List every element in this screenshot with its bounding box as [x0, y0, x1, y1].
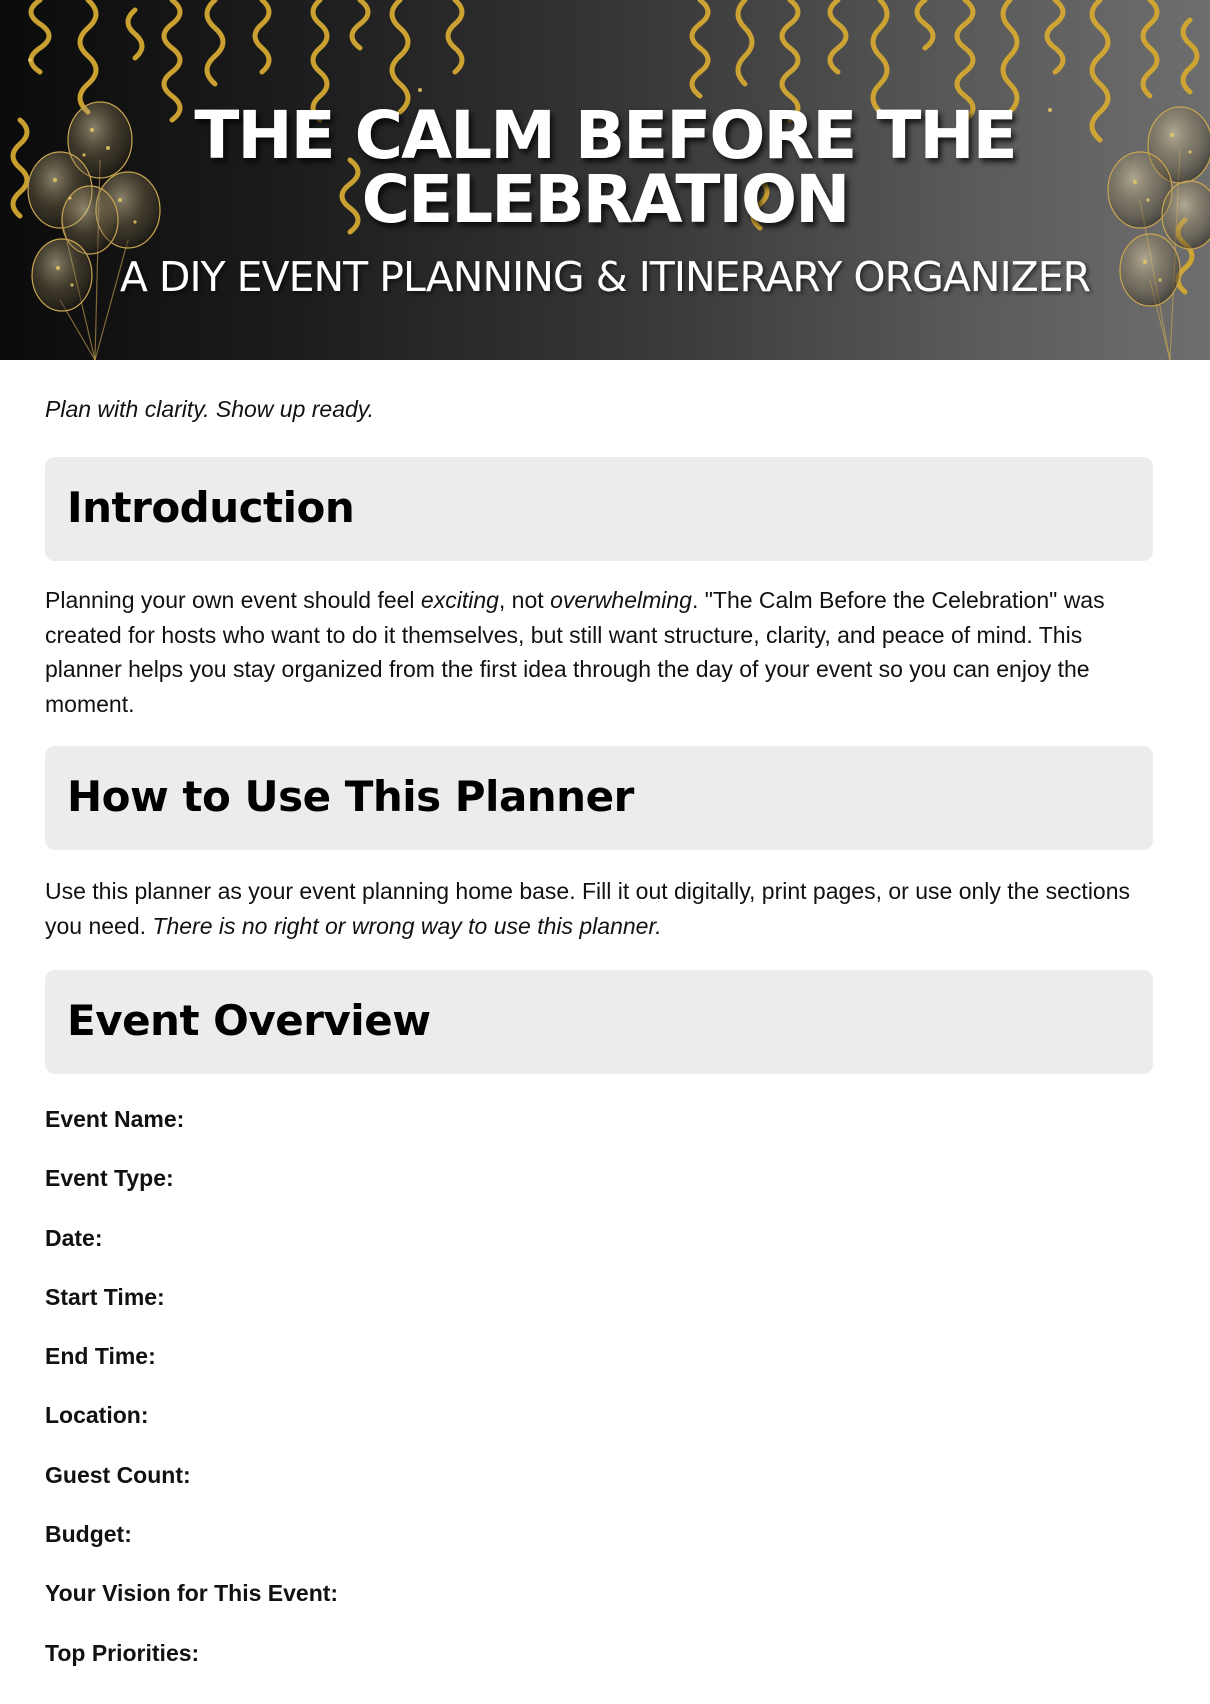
event-overview-header: [45, 970, 1153, 1074]
introduction-text: [45, 583, 1155, 721]
how-to-use-emphasis: There is no right or wrong way to use this planner.: [152, 912, 662, 939]
banner-title-line-2: CELEBRATION: [361, 161, 849, 238]
intro-emphasis-exciting: exciting: [420, 587, 499, 613]
field-date[interactable]: Date:: [45, 1224, 103, 1251]
field-guest-count[interactable]: Guest Count:: [45, 1461, 191, 1488]
header-banner: [0, 0, 1210, 360]
field-start-time[interactable]: Start Time:: [45, 1283, 165, 1310]
field-location[interactable]: Location:: [45, 1402, 149, 1429]
intro-text-part-1: Planning your own event should feel: [45, 587, 421, 613]
introduction-heading: Introduction: [67, 483, 355, 532]
field-budget[interactable]: Budget:: [45, 1521, 132, 1548]
banner-subtitle: A DIY EVENT PLANNING & ITINERARY ORGANIZER: [119, 253, 1091, 301]
banner-title-line-1: THE CALM BEFORE THE: [194, 97, 1016, 174]
field-vision[interactable]: Your Vision for This Event:: [45, 1580, 339, 1607]
how-to-use-heading: How to Use This Planner: [67, 772, 634, 821]
field-top-priorities[interactable]: Top Priorities:: [45, 1639, 200, 1666]
banner-title: [0, 97, 1210, 238]
how-to-use-text: [45, 874, 1155, 943]
field-event-type[interactable]: Event Type:: [45, 1165, 174, 1192]
introduction-header: [45, 457, 1153, 561]
how-to-use-header: [45, 746, 1153, 850]
intro-text-part-2: , not: [498, 587, 551, 613]
intro-text-part-3: . "The Calm Before the Celebration" was created for hosts who want to do it themselves, but still want structure, clarity, and peace of mind. This planner helps you stay organized from the first idea through the day of your event so you can enjoy the moment.: [45, 587, 1105, 717]
intro-emphasis-overwhelming: overwhelming: [550, 587, 692, 613]
how-to-use-text-part-1: Use this planner as your event planning home base. Fill it out digitally, print pages, or use only the sections you need.: [45, 878, 1131, 939]
tagline: Plan with clarity. Show up ready.: [45, 396, 374, 422]
event-overview-fields: [45, 1102, 1155, 1695]
field-end-time[interactable]: End Time:: [45, 1343, 156, 1370]
event-overview-heading: Event Overview: [67, 996, 431, 1045]
field-event-name[interactable]: Event Name:: [45, 1106, 185, 1132]
